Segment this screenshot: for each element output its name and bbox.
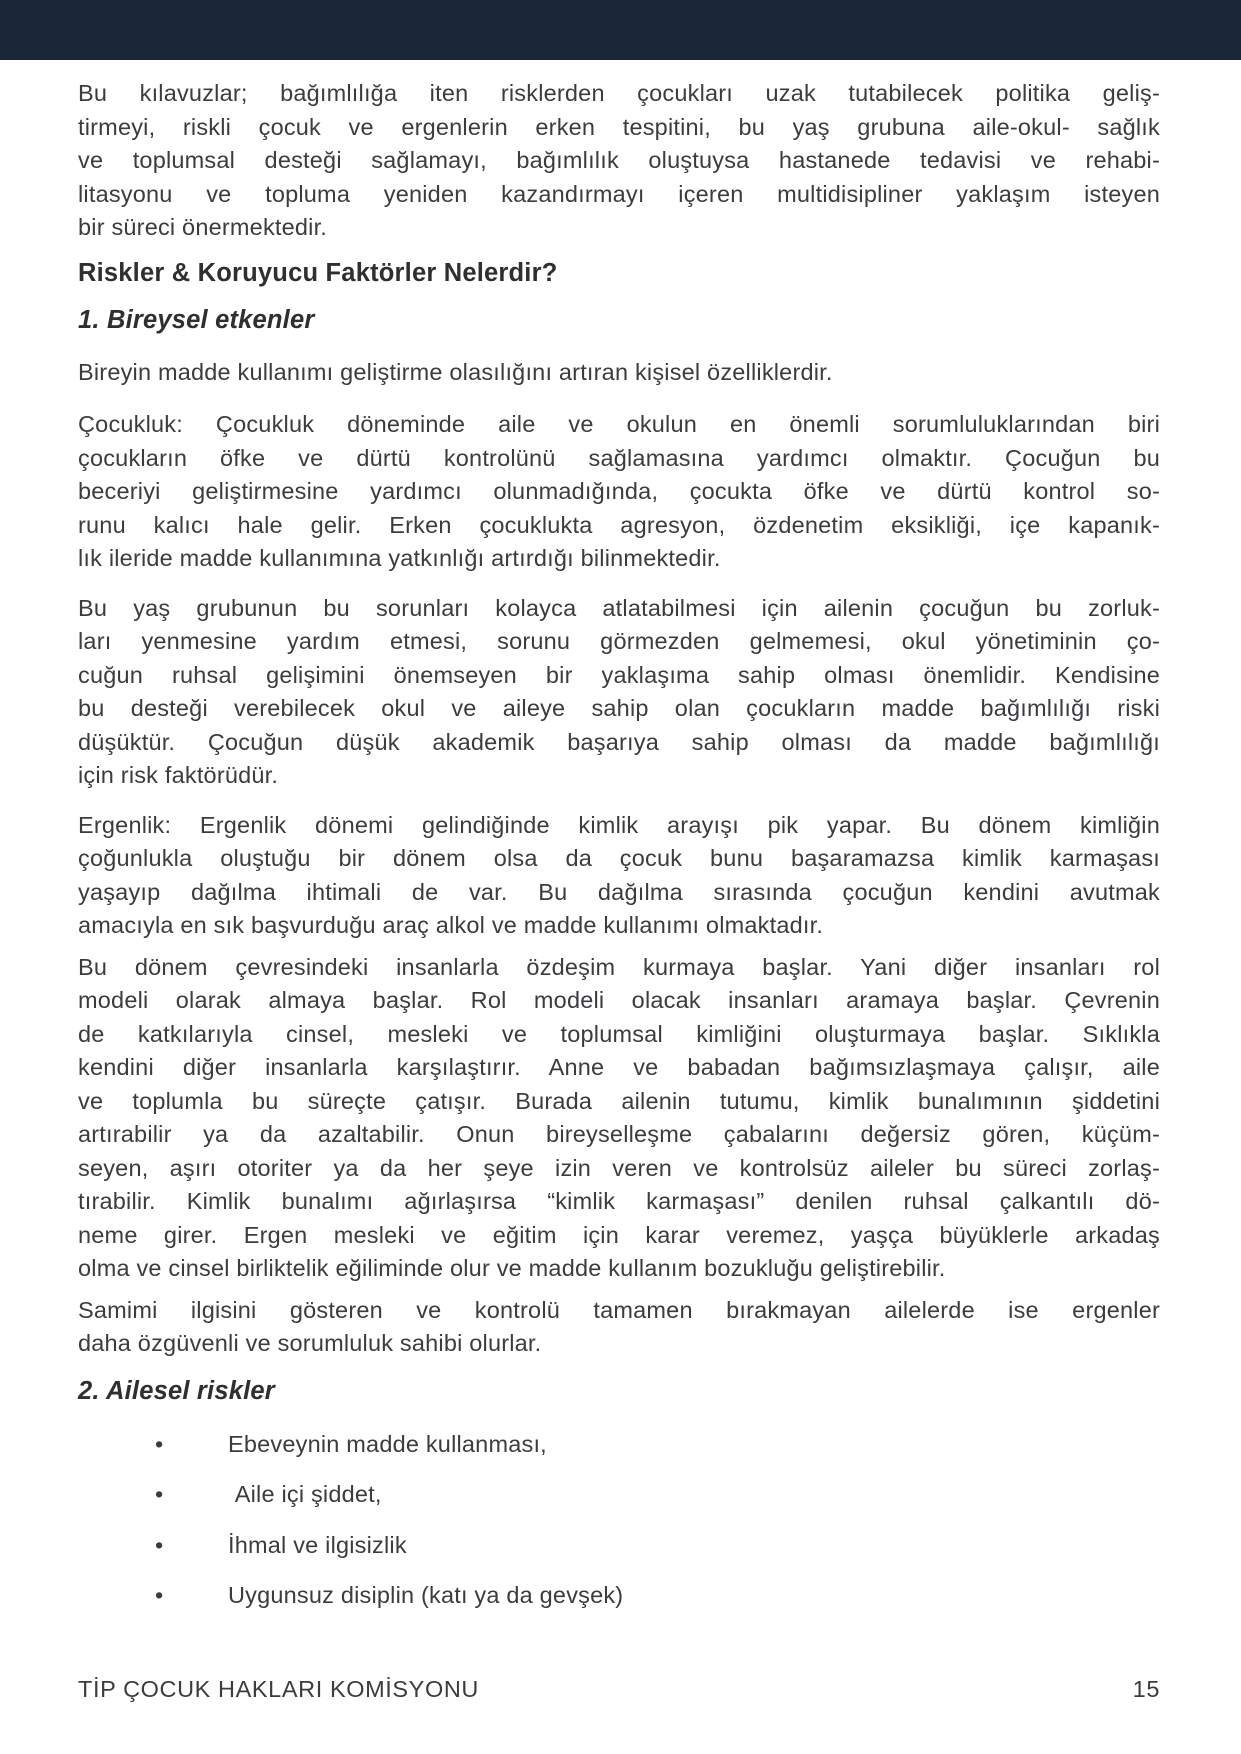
paragraph-line: cuğun ruhsal gelişimini önemseyen bir yaklaşıma sahip olması önemlidir. Kendisine: [78, 661, 1160, 688]
bullet-text: Ebeveynin madde kullanması,: [228, 1430, 547, 1457]
paragraph-line: Bu dönem çevresindeki insanlarla özdeşim kurmaya başlar. Yani diğer insanları rol: [78, 953, 1160, 980]
paragraph-line: Bu yaş grubunun bu sorunları kolayca atlatabilmesi için ailenin çocuğun bu zorluk-: [78, 594, 1160, 621]
paragraph-line: ve toplumsal desteği sağlamayı, bağımlılık oluştuysa hastanede tedavisi ve rehabi-: [78, 147, 1160, 173]
bullet-item: [78, 1478, 1160, 1512]
paragraph: [78, 809, 1160, 943]
paragraph: [78, 356, 1160, 390]
bullet-icon: •: [155, 1430, 164, 1457]
paragraph-line: olma ve cinsel birliktelik eğiliminde olur ve madde kullanım bozukluğu geliştirebilir.: [78, 1255, 946, 1281]
page-number: 15: [1132, 1676, 1160, 1702]
paragraph-line: Ergenlik: Ergenlik dönemi gelindiğinde kimlik arayışı pik yapar. Bu dönem kimliğin: [78, 811, 1160, 838]
paragraph-line: artırabilir ya da azaltabilir. Onun bireyselleşme çabalarını değersiz gören, küçüm-: [78, 1121, 1160, 1147]
paragraph-line: kendini diğer insanlarla karşılaştırır. Anne ve babadan bağımsızlaşmaya çalışır, aile: [78, 1054, 1160, 1080]
bullet-icon: •: [155, 1481, 164, 1507]
paragraph-line: ları yenmesine yardım etmesi, sorunu görmezden gelmemesi, okul yönetiminin ço-: [78, 628, 1160, 654]
paragraph-line: için risk faktörüdür.: [78, 762, 279, 788]
bullet-item: [78, 1529, 1160, 1563]
paragraph-line: Bireyin madde kullanımı geliştirme olasılığını artıran kişisel özelliklerdir.: [78, 358, 833, 385]
footer: [78, 1676, 1160, 1703]
bullet-item: [78, 1579, 1160, 1613]
paragraph-line: modeli olarak almaya başlar. Rol modeli olacak insanları aramaya başlar. Çevrenin: [78, 987, 1160, 1013]
bullet-list: [78, 1428, 1160, 1613]
paragraph-line: düşüktür. Çocuğun düşük akademik başarıya sahip olması da madde bağımlılığı: [78, 728, 1160, 755]
paragraph-line: tırabilir. Kimlik bunalımı ağırlaşırsa “kimlik karmaşası” denilen ruhsal çalkantılı dö-: [78, 1188, 1160, 1214]
paragraph-line: yaşayıp dağılma ihtimali de var. Bu dağılma sırasında çocuğun kendini avutmak: [78, 878, 1160, 905]
section-subheading: 1. Bireysel etkenler: [78, 305, 315, 334]
paragraph: [78, 408, 1160, 576]
paragraph-line: litasyonu ve topluma yeniden kazandırmayı içeren multidisipliner yaklaşım isteyen: [78, 180, 1160, 207]
bullet-icon: •: [155, 1531, 164, 1558]
bullet-text: Aile içi şiddet,: [228, 1481, 382, 1507]
document-content: [78, 60, 1160, 1630]
paragraph-line: daha özgüvenli ve sorumluluk sahibi olurlar.: [78, 1330, 542, 1356]
section-subheading: 2. Ailesel riskler: [78, 1376, 275, 1405]
paragraph-line: amacıyla en sık başvurduğu araç alkol ve madde kullanımı olmaktadır.: [78, 912, 824, 938]
paragraph-line: beceriyi geliştirmesine yardımcı olunmadığında, çocukta öfke ve dürtü kontrol so-: [78, 478, 1160, 504]
paragraph: [78, 77, 1160, 245]
bullet-item: [78, 1428, 1160, 1462]
section-heading: Riskler & Koruyucu Faktörler Nelerdir?: [78, 258, 558, 287]
paragraph-line: çoğunlukla oluştuğu bir dönem olsa da çocuk bunu başaramazsa kimlik karmaşası: [78, 845, 1160, 871]
bullet-text: Uygunsuz disiplin (katı ya da gevşek): [228, 1582, 624, 1608]
paragraph-line: runu kalıcı hale gelir. Erken çocuklukta agresyon, özdenetim eksikliği, içe kapanık-: [78, 511, 1160, 538]
paragraph-line: çocukların öfke ve dürtü kontrolünü sağlamasına yardımcı olmaktır. Çocuğun bu: [78, 444, 1160, 471]
paragraph-line: bir süreci önermektedir.: [78, 214, 328, 240]
paragraph-line: Çocukluk: Çocukluk döneminde aile ve okulun en önemli sorumluluklarından biri: [78, 411, 1160, 437]
paragraph-line: neme girer. Ergen mesleki ve eğitim için karar veremez, yaşça büyüklerle arkadaş: [78, 1221, 1160, 1248]
paragraph: [78, 951, 1160, 1286]
bullet-text: İhmal ve ilgisizlik: [228, 1531, 407, 1558]
paragraph-line: Bu kılavuzlar; bağımlılığa iten risklerden çocukları uzak tutabilecek politika geliş-: [78, 80, 1160, 106]
paragraph: [78, 1294, 1160, 1361]
paragraph-line: seyen, aşırı otoriter ya da her şeye izin veren ve kontrolsüz aileler bu süreci zorlaş-: [78, 1154, 1160, 1181]
paragraph-line: lık ileride madde kullanımına yatkınlığı artırdığı bilinmektedir.: [78, 545, 721, 571]
bullet-icon: •: [155, 1582, 164, 1608]
paragraph-line: de katkılarıyla cinsel, mesleki ve toplumsal kimliğini oluşturmaya başlar. Sıklıkla: [78, 1020, 1160, 1047]
paragraph-line: bu desteği verebilecek okul ve aileye sahip olan çocukların madde bağımlılığı riski: [78, 695, 1160, 721]
paragraph-line: Samimi ilgisini gösteren ve kontrolü tamamen bırakmayan ailelerde ise ergenler: [78, 1296, 1160, 1323]
footer-title: TİP ÇOCUK HAKLARI KOMİSYONU: [78, 1676, 479, 1702]
top-bar: [0, 0, 1241, 60]
paragraph-line: tirmeyi, riskli çocuk ve ergenlerin erken tespitini, bu yaş grubuna aile-okul- sağlık: [78, 113, 1160, 140]
paragraph: [78, 592, 1160, 793]
paragraph-line: ve toplumla bu süreçte çatışır. Burada ailenin tutumu, kimlik bunalımının şiddetini: [78, 1087, 1160, 1114]
